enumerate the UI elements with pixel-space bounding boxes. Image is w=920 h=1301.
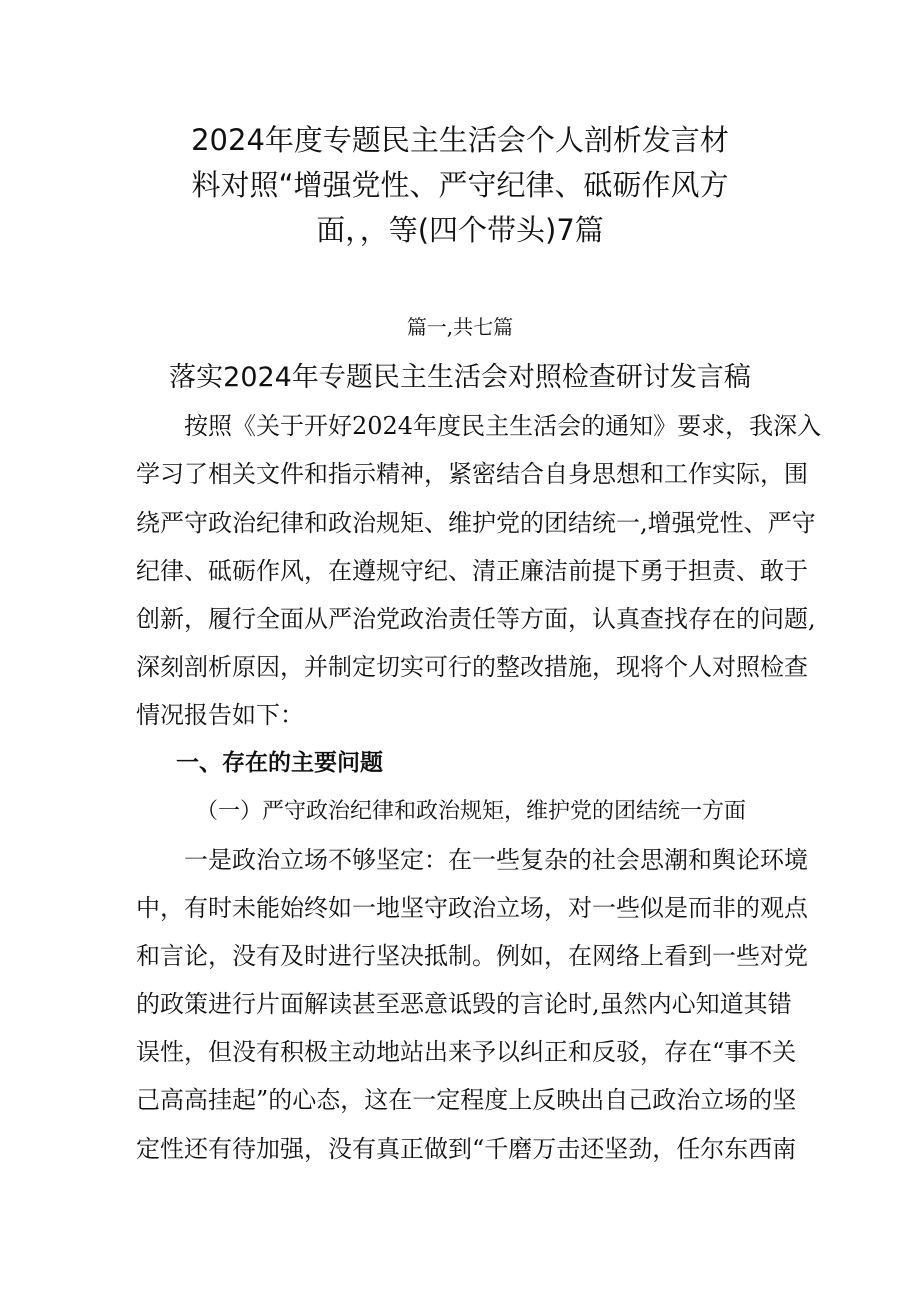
intro-line-1: 按照《关于开好2024年度民主生活会的通知》要求，我深入 xyxy=(184,412,822,440)
intro-line-7: 情况报告如下： xyxy=(136,701,304,729)
part-label: 篇一,共七篇 xyxy=(406,315,514,339)
body-line-2: 中，有时未能始终如一地坚守政治立场，对一些似是而非的观点 xyxy=(136,894,808,922)
intro-line-3: 绕严守政治纪律和政治规矩、维护党的团结统一,增强党性、严守 xyxy=(136,509,816,537)
body-line-3: 和言论，没有及时进行坚决抵制。例如，在网络上看到一些对党 xyxy=(136,942,808,970)
subsection-heading: （一）严守政治纪律和政治规矩，维护党的团结统一方面 xyxy=(196,799,747,824)
document-title-line-1: 2024年度专题民主生活会个人剖析发言材 xyxy=(191,123,729,157)
intro-line-2: 学习了相关文件和指示精神，紧密结合自身思想和工作实际，围 xyxy=(136,460,808,488)
body-line-6: 己高高挂起”的心态，这在一定程度上反映出自己政治立场的坚 xyxy=(136,1086,797,1114)
speech-title: 落实2024年专题民主生活会对照检查研讨发言稿 xyxy=(169,362,751,393)
intro-line-6: 深刻剖析原因，并制定切实可行的整改措施，现将个人对照检查 xyxy=(136,653,808,681)
body-line-5: 误性，但没有积极主动地站出来予以纠正和反驳，存在“事不关 xyxy=(136,1038,797,1066)
document-title-line-3: 面，，等(四个带头)7篇 xyxy=(316,213,604,247)
body-line-4: 的政策进行片面解读甚至恶意诋毁的言论时,虽然内心知道其错 xyxy=(136,990,792,1018)
intro-line-5: 创新，履行全面从严治党政治责任等方面，认真查找存在的问题, xyxy=(136,605,816,633)
document-title-line-2: 料对照“增强党性、严守纪律、砥砺作风方 xyxy=(191,168,729,202)
body-line-7: 定性还有待加强，没有真正做到“千磨万击还坚劲，任尔东西南 xyxy=(136,1135,797,1163)
section-heading: 一、存在的主要问题 xyxy=(176,750,383,776)
body-line-1: 一是政治立场不够坚定：在一些复杂的社会思潮和舆论环境 xyxy=(184,846,808,874)
intro-line-4: 纪律、砥砺作风，在遵规守纪、清正廉洁前提下勇于担责、敢于 xyxy=(136,557,808,585)
